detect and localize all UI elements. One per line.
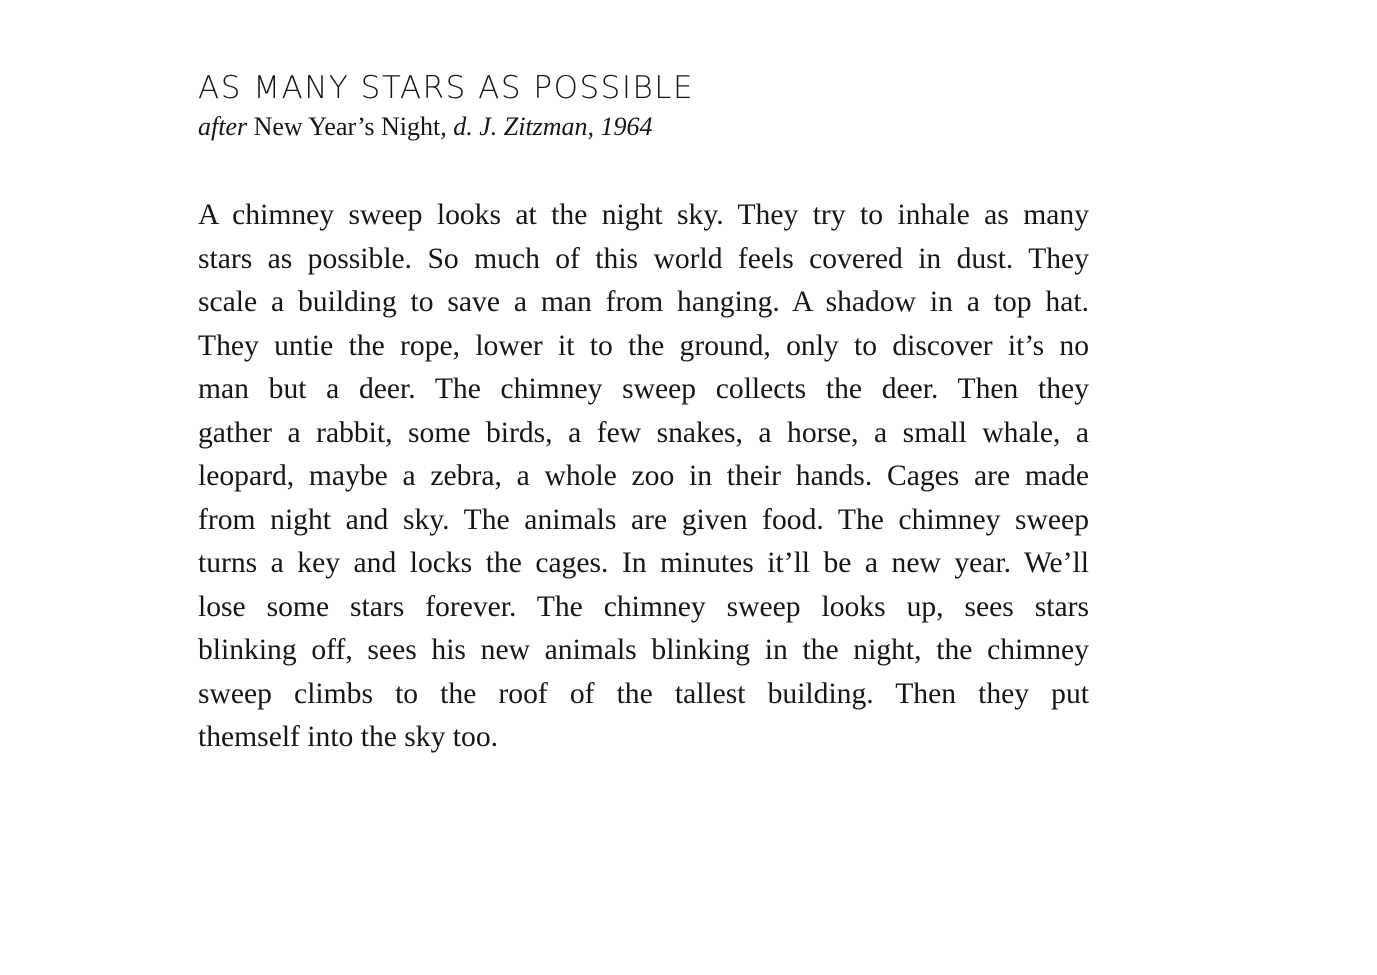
subtitle-work: New Year’s Night (253, 112, 441, 141)
poem-line: stars as possible. So much of this world feels covered in dust. They (198, 242, 1089, 275)
poem-line: lose some stars forever. The chimney sweep looks up, sees stars (198, 590, 1089, 623)
poem-title: AS MANY STARS AS POSSIBLE (198, 70, 695, 106)
poem-line: themself into the sky too. (198, 721, 499, 753)
poem-line: turns a key and locks the cages. In minutes it’ll be a new year. We’ll (198, 547, 1089, 579)
poem-page (198, 66, 1089, 753)
poem-line: leopard, maybe a zebra, a whole zoo in their hands. Cages are made (198, 460, 1089, 492)
subtitle-attribution: , d. J. Zitzman, 1964 (440, 112, 653, 141)
poem-line: from night and sky. The animals are given food. The chimney sweep (198, 503, 1089, 536)
poem-line: scale a building to save a man from hanging. A shadow in a top hat. (198, 286, 1089, 318)
poem-line: A chimney sweep looks at the night sky. They try to inhale as many (198, 199, 1089, 231)
poem-line: They untie the rope, lower it to the ground, only to discover it’s no (198, 329, 1089, 362)
poem-line: gather a rabbit, some birds, a few snakes, a horse, a small whale, a (198, 416, 1089, 449)
poem-line: sweep climbs to the roof of the tallest building. Then they put (198, 677, 1089, 710)
subtitle-prefix: after (198, 112, 248, 141)
poem-subtitle (198, 110, 1089, 144)
poem-body (198, 194, 1089, 760)
poem-line: man but a deer. The chimney sweep collects the deer. Then they (198, 373, 1089, 405)
poem-line: blinking off, sees his new animals blinking in the night, the chimney (198, 634, 1089, 666)
